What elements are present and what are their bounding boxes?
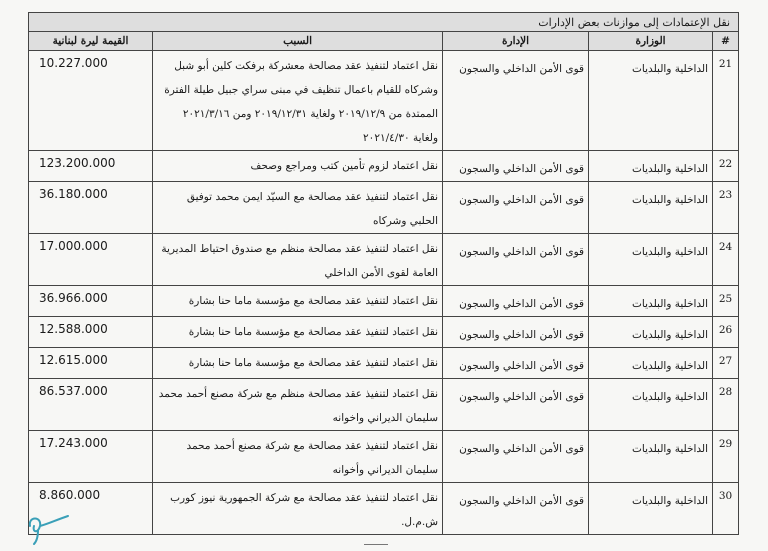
row-value: 36.966.000	[29, 286, 153, 317]
row-administration: قوى الأمن الداخلي والسجون	[443, 182, 589, 234]
row-value: 86.537.000	[29, 379, 153, 431]
row-ministry: الداخلية والبلديات	[589, 483, 713, 535]
row-value: 12.588.000	[29, 317, 153, 348]
row-administration: قوى الأمن الداخلي والسجون	[443, 151, 589, 182]
row-administration: قوى الأمن الداخلي والسجون	[443, 286, 589, 317]
row-num: 29	[713, 431, 739, 483]
row-reason: نقل اعتماد لتنفيذ عقد مصالحة مع السيّد ايمن محمد توفيق الحلبي وشركاه	[153, 182, 443, 234]
document-sheet	[28, 12, 738, 535]
table-row	[29, 379, 739, 431]
row-ministry: الداخلية والبلديات	[589, 182, 713, 234]
table-title-row	[29, 13, 739, 32]
row-reason: نقل اعتماد لتنفيذ عقد مصالحة مع شركة مصنع أحمد محمد سليمان الديراني وأخوانه	[153, 431, 443, 483]
row-num: 25	[713, 286, 739, 317]
row-reason: نقل اعتماد لتنفيذ عقد مصالحة مع مؤسسة ماما حنا بشارة	[153, 317, 443, 348]
row-reason: نقل اعتماد لتنفيذ عقد مصالحة منظم مع صندوق احتياط المديرية العامة لقوى الأمن الداخلي	[153, 234, 443, 286]
row-value: 36.180.000	[29, 182, 153, 234]
row-reason: نقل اعتماد لتنفيذ عقد مصالحة مع شركة الجمهورية نيوز كورب ش.م.ل.	[153, 483, 443, 535]
row-ministry: الداخلية والبلديات	[589, 348, 713, 379]
row-num: 23	[713, 182, 739, 234]
row-ministry: الداخلية والبلديات	[589, 379, 713, 431]
table-row	[29, 483, 739, 535]
row-administration: قوى الأمن الداخلي والسجون	[443, 483, 589, 535]
row-num: 27	[713, 348, 739, 379]
header-num: #	[713, 32, 739, 51]
table-row	[29, 286, 739, 317]
row-num: 21	[713, 51, 739, 151]
row-num: 24	[713, 234, 739, 286]
row-value: 10.227.000	[29, 51, 153, 151]
table-row	[29, 234, 739, 286]
table-header-row	[29, 32, 739, 51]
header-value: القيمة ليرة لبنانية	[29, 32, 153, 51]
row-value: 17.243.000	[29, 431, 153, 483]
row-administration: قوى الأمن الداخلي والسجون	[443, 431, 589, 483]
row-administration: قوى الأمن الداخلي والسجون	[443, 379, 589, 431]
row-ministry: الداخلية والبلديات	[589, 431, 713, 483]
row-num: 28	[713, 379, 739, 431]
signature-icon	[22, 510, 72, 546]
table-row	[29, 151, 739, 182]
table-row	[29, 431, 739, 483]
row-value: 8.860.000	[29, 483, 153, 535]
row-administration: قوى الأمن الداخلي والسجون	[443, 51, 589, 151]
row-administration: قوى الأمن الداخلي والسجون	[443, 348, 589, 379]
row-ministry: الداخلية والبلديات	[589, 234, 713, 286]
table-row	[29, 51, 739, 151]
row-reason: نقل اعتماد لزوم تأمين كتب ومراجع وصحف	[153, 151, 443, 182]
row-ministry: الداخلية والبلديات	[589, 286, 713, 317]
row-ministry: الداخلية والبلديات	[589, 51, 713, 151]
table-row	[29, 317, 739, 348]
row-num: 30	[713, 483, 739, 535]
table-row	[29, 348, 739, 379]
row-reason: نقل اعتماد لتنفيذ عقد مصالحة منظم مع شركة مصنع أحمد محمد سليمان الديراني واخوانه	[153, 379, 443, 431]
header-reason: السبب	[153, 32, 443, 51]
row-reason: نقل اعتماد لتنفيذ عقد مصالحة مع مؤسسة ماما حنا بشارة	[153, 348, 443, 379]
row-num: 26	[713, 317, 739, 348]
row-value: 17.000.000	[29, 234, 153, 286]
row-reason: نقل اعتماد لتنفيذ عقد مصالحة معشركة برفكت كلين أبو شبل وشركاه للقيام باعمال تنظيف في مبنى سراي جبيل طيلة الفترة الممتدة من ٢٠١٩/١٢/٩ ولغاية ٢٠١٩/١٢/٣١ ومن ٢٠٢١/٣/١٦ ولغاية ٢٠٢١/٤/٣٠	[153, 51, 443, 151]
row-value: 12.615.000	[29, 348, 153, 379]
row-num: 22	[713, 151, 739, 182]
row-ministry: الداخلية والبلديات	[589, 317, 713, 348]
header-ministry: الوزارة	[589, 32, 713, 51]
row-ministry: الداخلية والبلديات	[589, 151, 713, 182]
row-administration: قوى الأمن الداخلي والسجون	[443, 317, 589, 348]
row-reason: نقل اعتماد لتنفيذ عقد مصالحة مع مؤسسة ماما حنا بشارة	[153, 286, 443, 317]
table-row	[29, 182, 739, 234]
row-administration: قوى الأمن الداخلي والسجون	[443, 234, 589, 286]
row-value: 123.200.000	[29, 151, 153, 182]
header-administration: الإدارة	[443, 32, 589, 51]
table-title: نقل الإعتمادات إلى موازنات بعض الإدارات	[29, 13, 739, 32]
appropriations-table	[28, 12, 739, 535]
